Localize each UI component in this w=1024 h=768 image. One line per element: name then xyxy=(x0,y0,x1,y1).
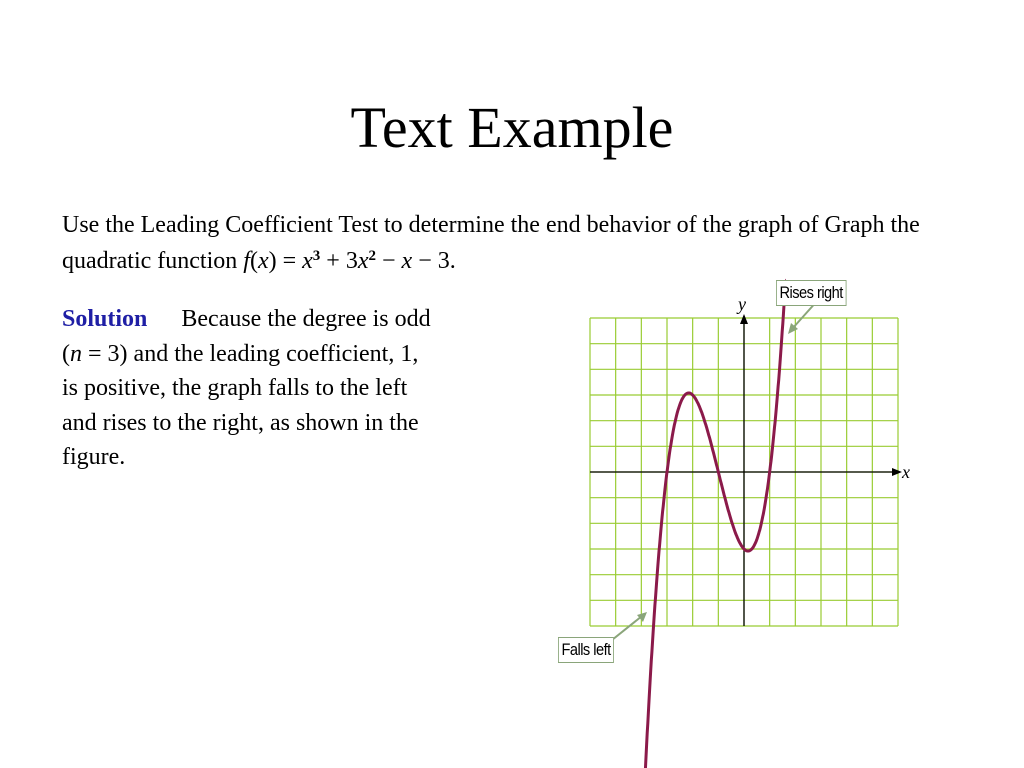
minus-sign: − xyxy=(382,248,396,274)
equals-sign: = xyxy=(282,248,297,274)
function-arg: x xyxy=(257,248,269,274)
minus-sign-2: − xyxy=(418,248,432,274)
term2-coefficient: 3 xyxy=(345,248,358,274)
n-value: 3 xyxy=(107,340,120,367)
graph-canvas xyxy=(548,272,928,672)
n-equals: = xyxy=(88,340,102,367)
solution-line-1: Because the degree is odd xyxy=(181,306,431,332)
term1-var: x xyxy=(302,248,313,274)
solution-paragraph: Solution Because the degree is odd (n = 3) and the leading coefficient, 1, is positive, the graph falls to the left and rises to the right, as shown in the figure. xyxy=(62,306,431,470)
x-axis-arrow xyxy=(892,468,902,476)
function-name: f xyxy=(243,248,250,274)
term1-exponent: 3 xyxy=(312,248,321,264)
term2-exponent: 2 xyxy=(368,248,376,264)
plus-sign: + xyxy=(326,248,340,274)
solution-line-4: and rises to the right, as shown in the xyxy=(62,409,419,436)
slide-title: Text Example xyxy=(350,95,674,160)
solution-line-3: is positive, the graph falls to the left xyxy=(62,375,408,401)
falls-left-pointer xyxy=(612,616,642,640)
n-variable: n xyxy=(70,340,82,367)
constant-term: 3 xyxy=(437,248,450,274)
falls-left-pointer-head xyxy=(637,612,647,622)
term3-var: x xyxy=(401,248,413,274)
function-curve xyxy=(640,284,785,768)
y-axis-label: y xyxy=(738,294,746,314)
y-axis-arrow xyxy=(740,314,748,324)
period: . xyxy=(449,248,456,274)
rises-right-callout: Rises right xyxy=(776,280,846,306)
solution-line-5: figure. xyxy=(62,444,126,470)
x-axis-label: x xyxy=(902,462,910,482)
term2-var: x xyxy=(357,248,369,274)
graph-figure xyxy=(548,272,928,672)
solution-label: Solution xyxy=(62,306,148,332)
problem-statement: Use the Leading Coefficient Test to determine the end behavior of the graph of Graph the quadratic function $f(x) = x^3 + 3x^2 - x - 3$. xyxy=(62,212,920,274)
falls-left-callout: Falls left xyxy=(558,637,614,663)
problem-text: Use the Leading Coefficient Test to determine the end behavior of the graph of Graph the quadratic function xyxy=(62,212,920,274)
solution-line-2: ) and the leading coefficient, 1, xyxy=(119,340,419,367)
